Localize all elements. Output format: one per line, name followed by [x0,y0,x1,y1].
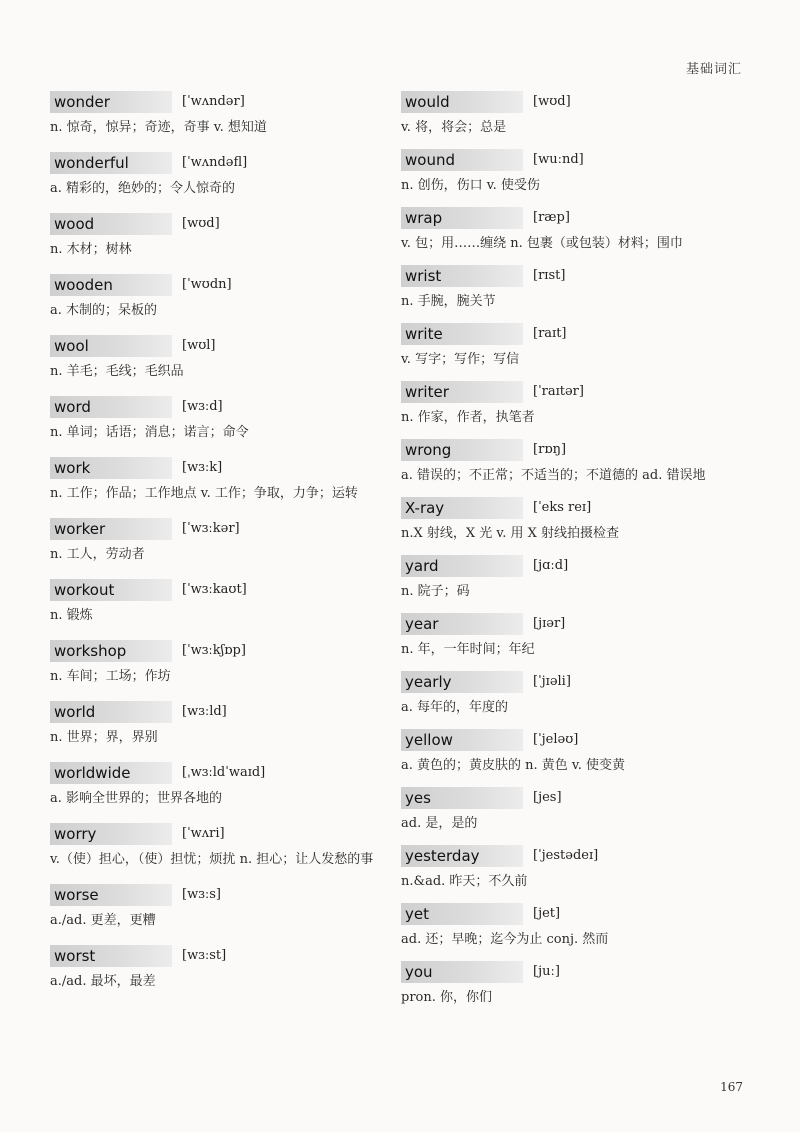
vocab-entry [50,456,390,503]
headword: worse [50,884,172,906]
headword: workout [50,579,172,601]
definition: n. 惊奇，惊异；奇迹，奇事 v. 想知道 [50,120,267,135]
headword: work [50,457,172,479]
vocab-entry [50,578,390,625]
headword: worst [50,945,172,967]
definition: n. 手腕，腕关节 [401,294,496,309]
definition: n. 作家，作者，执笔者 [401,410,535,425]
definition: ad. 是，是的 [401,816,478,831]
phonetic: [ˌwɜːldˈwaɪd] [182,765,266,780]
headword: you [401,961,523,983]
definition: v. 包；用……缠绕 n. 包裹（或包装）材料；围巾 [401,236,683,251]
headword: would [401,91,523,113]
definition: v. 写字；写作；写信 [401,352,520,367]
phonetic: [ˈwɜːkər] [182,521,240,536]
vocab-entry [50,700,390,747]
vocab-entry [50,761,390,808]
phonetic: [jɪər] [533,616,566,631]
phonetic: [wʊd] [533,94,571,109]
vocab-entry [50,273,390,320]
phonetic: [ˈjestədeɪ] [533,848,599,863]
definition: a. 错误的；不正常；不适当的；不道德的 ad. 错误地 [401,468,706,483]
definition: n. 木材；树林 [50,242,132,257]
definition: v. 将，将会；总是 [401,120,507,135]
vocab-entry [401,960,756,1007]
headword: yesterday [401,845,523,867]
headword: worldwide [50,762,172,784]
vocab-entry [401,670,756,717]
vocab-entry [401,902,756,949]
definition: n.X 射线，X 光 v. 用 X 射线拍摄检查 [401,526,619,541]
vocab-entry [401,148,756,195]
vocab-entry [50,334,390,381]
definition: a. 木制的；呆板的 [50,303,158,318]
headword: wrap [401,207,523,229]
definition: pron. 你，你们 [401,990,493,1005]
vocab-entry [401,264,756,311]
vocab-entry [50,639,390,686]
phonetic: [jɑːd] [533,558,569,573]
definition: n.&ad. 昨天；不久前 [401,874,528,889]
phonetic: [wɜːld] [182,704,227,719]
vocab-entry [50,395,390,442]
phonetic: [ræp] [533,210,570,225]
phonetic: [wɜːst] [182,948,227,963]
definition: ad. 还；早晚；迄今为止 conj. 然而 [401,932,609,947]
vocab-entry [401,380,756,427]
headword: yard [401,555,523,577]
section-title: 基础词汇 [685,62,742,77]
phonetic: [wɜːk] [182,460,223,475]
headword: wonderful [50,152,172,174]
definition: n. 创伤，伤口 v. 使受伤 [401,178,540,193]
headword: yet [401,903,523,925]
vocab-entry [401,844,756,891]
phonetic: [jes] [533,790,562,805]
phonetic: [ˈwʌndər] [182,94,245,109]
headword: workshop [50,640,172,662]
phonetic: [rɪst] [533,268,566,283]
vocab-entry [50,822,390,869]
definition: n. 单词；话语；消息；诺言；命令 [50,425,249,440]
definition: a. 每年的，年度的 [401,700,509,715]
vocab-entry [50,90,390,137]
headword: wood [50,213,172,235]
headword: wrong [401,439,523,461]
vocab-entry [401,728,756,775]
vocab-entry [401,496,756,543]
definition: n. 年，一年时间；年纪 [401,642,535,657]
definition: n. 羊毛；毛线；毛织品 [50,364,184,379]
headword: worker [50,518,172,540]
definition: a. 黄色的；黄皮肤的 n. 黄色 v. 使变黄 [401,758,625,773]
phonetic: [rɒŋ] [533,442,567,457]
headword: wound [401,149,523,171]
vocab-entry [401,322,756,369]
definition: n. 车间；工场；作坊 [50,669,171,684]
definition: a./ad. 更差，更糟 [50,913,156,928]
phonetic: [wɜːs] [182,887,221,902]
headword: wool [50,335,172,357]
phonetic: [ˈeks reɪ] [533,500,592,515]
phonetic: [ˈwɜːkʃɒp] [182,643,246,658]
left-column [50,90,390,1005]
phonetic: [wuːnd] [533,152,584,167]
headword: writer [401,381,523,403]
headword: wonder [50,91,172,113]
phonetic: [wʊd] [182,216,220,231]
vocab-entry [401,90,756,137]
phonetic: [ˈjɪəli] [533,674,571,689]
vocab-entry [401,206,756,253]
phonetic: [ˈjeləʊ] [533,732,579,747]
vocab-entry [401,612,756,659]
phonetic: [ˈwʌri] [182,826,225,841]
definition: v.（使）担心，（使）担忧；烦扰 n. 担心；让人发愁的事 [50,852,374,867]
headword: X-ray [401,497,523,519]
definition: n. 院子；码 [401,584,470,599]
phonetic: [ˈwɜːkaʊt] [182,582,247,597]
vocab-entry [50,212,390,259]
phonetic: [juː] [533,964,560,979]
vocab-entry [401,438,756,485]
definition: a. 影响全世界的；世界各地的 [50,791,223,806]
definition: a./ad. 最坏，最差 [50,974,156,989]
headword: word [50,396,172,418]
phonetic: [raɪt] [533,326,567,341]
headword: year [401,613,523,635]
definition: n. 锻炼 [50,608,93,623]
definition: n. 工作；作品；工作地点 v. 工作；争取，力争；运转 [50,486,358,501]
headword: yellow [401,729,523,751]
phonetic: [jet] [533,906,561,921]
phonetic: [ˈwʌndəfl] [182,155,248,170]
definition: a. 精彩的，绝妙的；令人惊奇的 [50,181,236,196]
headword: yearly [401,671,523,693]
phonetic: [ˈraɪtər] [533,384,584,399]
vocab-entry [50,944,390,991]
phonetic: [wɜːd] [182,399,223,414]
vocab-entry [401,554,756,601]
headword: yes [401,787,523,809]
phonetic: [ˈwʊdn] [182,277,232,292]
vocab-entry [50,883,390,930]
right-column [401,90,756,1018]
page-number: 167 [720,1080,743,1094]
definition: n. 世界；界，界别 [50,730,158,745]
vocab-entry [401,786,756,833]
vocab-entry [50,517,390,564]
headword: wooden [50,274,172,296]
headword: write [401,323,523,345]
headword: world [50,701,172,723]
phonetic: [wʊl] [182,338,216,353]
definition: n. 工人，劳动者 [50,547,145,562]
headword: wrist [401,265,523,287]
vocab-entry [50,151,390,198]
headword: worry [50,823,172,845]
